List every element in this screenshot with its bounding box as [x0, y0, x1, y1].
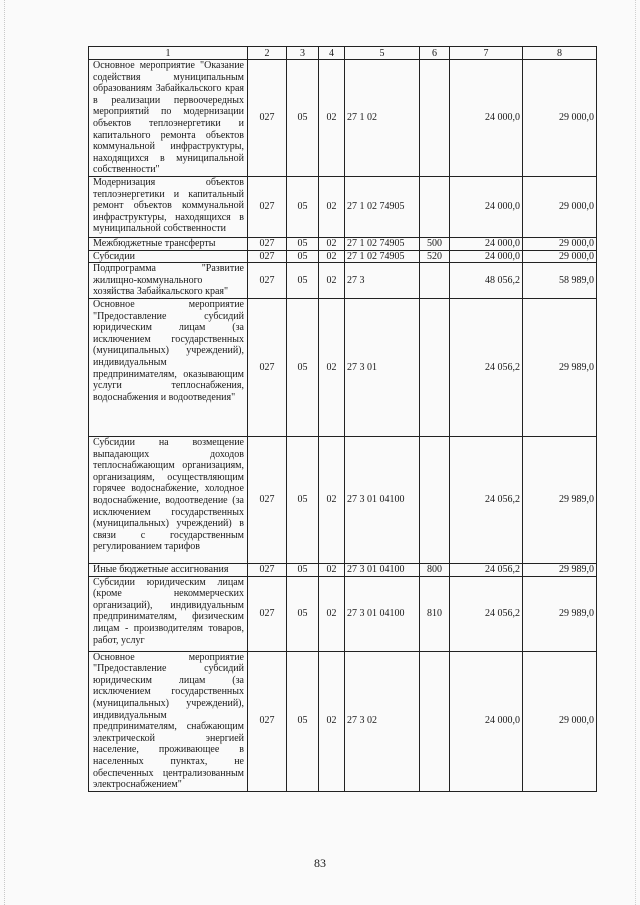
row-amount-year-1: 24 056,2 — [450, 576, 523, 651]
row-expense-type — [420, 436, 450, 563]
row-section: 05 — [287, 263, 319, 299]
row-section: 05 — [287, 60, 319, 177]
row-target-article: 27 1 02 74905 — [345, 250, 420, 263]
table-row — [89, 250, 597, 263]
row-admin-code: 027 — [248, 298, 287, 436]
row-name: Субсидии на возмещение выпадающих доходов теплоснабжающим организациям, организациям, осуществляющим горячее водоснабжение, холодное водоснабжение, водоотведение (за исключением государственных (муниципальных) учреждений) в связи с государственным регулированием тарифов — [89, 436, 248, 563]
row-section: 05 — [287, 298, 319, 436]
row-amount-year-1: 24 056,2 — [450, 298, 523, 436]
budget-table — [88, 46, 597, 792]
row-name: Основное мероприятие "Оказание содействия муниципальным образованиям Забайкальского края в реализации первоочередных мероприятий по модернизации объектов теплоэнергетики и капитального ремонта объектов коммунальной инфраструктуры, находящихся в муниципальной собственности" — [89, 60, 248, 177]
row-name: Основное мероприятие "Предоставление субсидий юридическим лицам (за исключением государственных (муниципальных) учреждений), индивидуальным предпринимателям, оказывающим услуги теплоснабжения, водоснабжения и водоотведения" — [89, 298, 248, 436]
row-section: 05 — [287, 250, 319, 263]
row-amount-year-1: 24 056,2 — [450, 436, 523, 563]
row-admin-code: 027 — [248, 263, 287, 299]
row-subsection: 02 — [319, 436, 345, 563]
row-name: Основное мероприятие "Предоставление субсидий юридическим лицам (за исключением государственных (муниципальных) учреждений), индивидуальным предпринимателям, снабжающим электрической энергией население, проживающее в населенных пунктах, не обеспеченных централизованным электроснабжением" — [89, 651, 248, 791]
row-name: Модернизация объектов теплоэнергетики и капитальный ремонт объектов коммунальной инфраструктуры, находящихся в муниципальной собственности — [89, 177, 248, 238]
row-amount-year-1: 24 000,0 — [450, 238, 523, 251]
row-section: 05 — [287, 651, 319, 791]
row-target-article: 27 3 01 04100 — [345, 436, 420, 563]
row-admin-code: 027 — [248, 576, 287, 651]
row-amount-year-2: 29 000,0 — [523, 651, 597, 791]
row-expense-type: 810 — [420, 576, 450, 651]
table-row — [89, 298, 597, 436]
header-col-2: 2 — [248, 47, 287, 60]
header-col-4: 4 — [319, 47, 345, 60]
row-admin-code: 027 — [248, 238, 287, 251]
row-section: 05 — [287, 177, 319, 238]
row-expense-type — [420, 177, 450, 238]
table-row — [89, 651, 597, 791]
scan-edge-right — [635, 0, 637, 905]
row-admin-code: 027 — [248, 177, 287, 238]
table-row — [89, 238, 597, 251]
row-target-article: 27 3 — [345, 263, 420, 299]
header-col-6: 6 — [420, 47, 450, 60]
row-expense-type — [420, 60, 450, 177]
row-amount-year-2: 29 000,0 — [523, 60, 597, 177]
header-col-5: 5 — [345, 47, 420, 60]
row-subsection: 02 — [319, 60, 345, 177]
row-subsection: 02 — [319, 238, 345, 251]
row-amount-year-2: 29 000,0 — [523, 177, 597, 238]
row-target-article: 27 1 02 — [345, 60, 420, 177]
row-name: Субсидии юридическим лицам (кроме некоммерческих организаций), индивидуальным предпринимателям, физическим лицам - производителям товаров, работ, услуг — [89, 576, 248, 651]
page-number: 83 — [314, 856, 326, 870]
row-amount-year-2: 29 989,0 — [523, 436, 597, 563]
row-amount-year-1: 24 000,0 — [450, 250, 523, 263]
row-amount-year-1: 48 056,2 — [450, 263, 523, 299]
row-subsection: 02 — [319, 177, 345, 238]
row-section: 05 — [287, 576, 319, 651]
table-row — [89, 177, 597, 238]
row-subsection: 02 — [319, 563, 345, 576]
row-name: Межбюджетные трансферты — [89, 238, 248, 251]
row-amount-year-1: 24 000,0 — [450, 651, 523, 791]
header-col-1: 1 — [89, 47, 248, 60]
row-section: 05 — [287, 563, 319, 576]
row-amount-year-2: 29 989,0 — [523, 563, 597, 576]
row-subsection: 02 — [319, 651, 345, 791]
row-subsection: 02 — [319, 263, 345, 299]
row-amount-year-1: 24 056,2 — [450, 563, 523, 576]
row-name: Иные бюджетные ассигнования — [89, 563, 248, 576]
row-expense-type: 520 — [420, 250, 450, 263]
row-target-article: 27 1 02 74905 — [345, 177, 420, 238]
row-target-article: 27 3 01 04100 — [345, 576, 420, 651]
row-target-article: 27 3 02 — [345, 651, 420, 791]
row-amount-year-2: 29 989,0 — [523, 576, 597, 651]
row-amount-year-2: 58 989,0 — [523, 263, 597, 299]
row-amount-year-1: 24 000,0 — [450, 60, 523, 177]
row-admin-code: 027 — [248, 563, 287, 576]
row-target-article: 27 1 02 74905 — [345, 238, 420, 251]
row-amount-year-2: 29 000,0 — [523, 250, 597, 263]
row-expense-type: 500 — [420, 238, 450, 251]
row-admin-code: 027 — [248, 436, 287, 563]
row-section: 05 — [287, 238, 319, 251]
table-row — [89, 576, 597, 651]
row-admin-code: 027 — [248, 651, 287, 791]
row-expense-type — [420, 651, 450, 791]
row-subsection: 02 — [319, 250, 345, 263]
header-col-8: 8 — [523, 47, 597, 60]
row-subsection: 02 — [319, 576, 345, 651]
header-row — [89, 47, 597, 60]
row-expense-type — [420, 263, 450, 299]
header-col-7: 7 — [450, 47, 523, 60]
table-row — [89, 263, 597, 299]
row-amount-year-2: 29 989,0 — [523, 298, 597, 436]
table-row — [89, 436, 597, 563]
row-section: 05 — [287, 436, 319, 563]
table-row — [89, 60, 597, 177]
row-expense-type — [420, 298, 450, 436]
row-amount-year-1: 24 000,0 — [450, 177, 523, 238]
header-col-3: 3 — [287, 47, 319, 60]
row-subsection: 02 — [319, 298, 345, 436]
row-expense-type: 800 — [420, 563, 450, 576]
scan-edge-left — [4, 0, 6, 905]
row-admin-code: 027 — [248, 250, 287, 263]
table-row — [89, 563, 597, 576]
row-name: Субсидии — [89, 250, 248, 263]
row-name: Подпрограмма "Развитие жилищно-коммунального хозяйства Забайкальского края" — [89, 263, 248, 299]
row-target-article: 27 3 01 04100 — [345, 563, 420, 576]
row-amount-year-2: 29 000,0 — [523, 238, 597, 251]
row-target-article: 27 3 01 — [345, 298, 420, 436]
row-admin-code: 027 — [248, 60, 287, 177]
